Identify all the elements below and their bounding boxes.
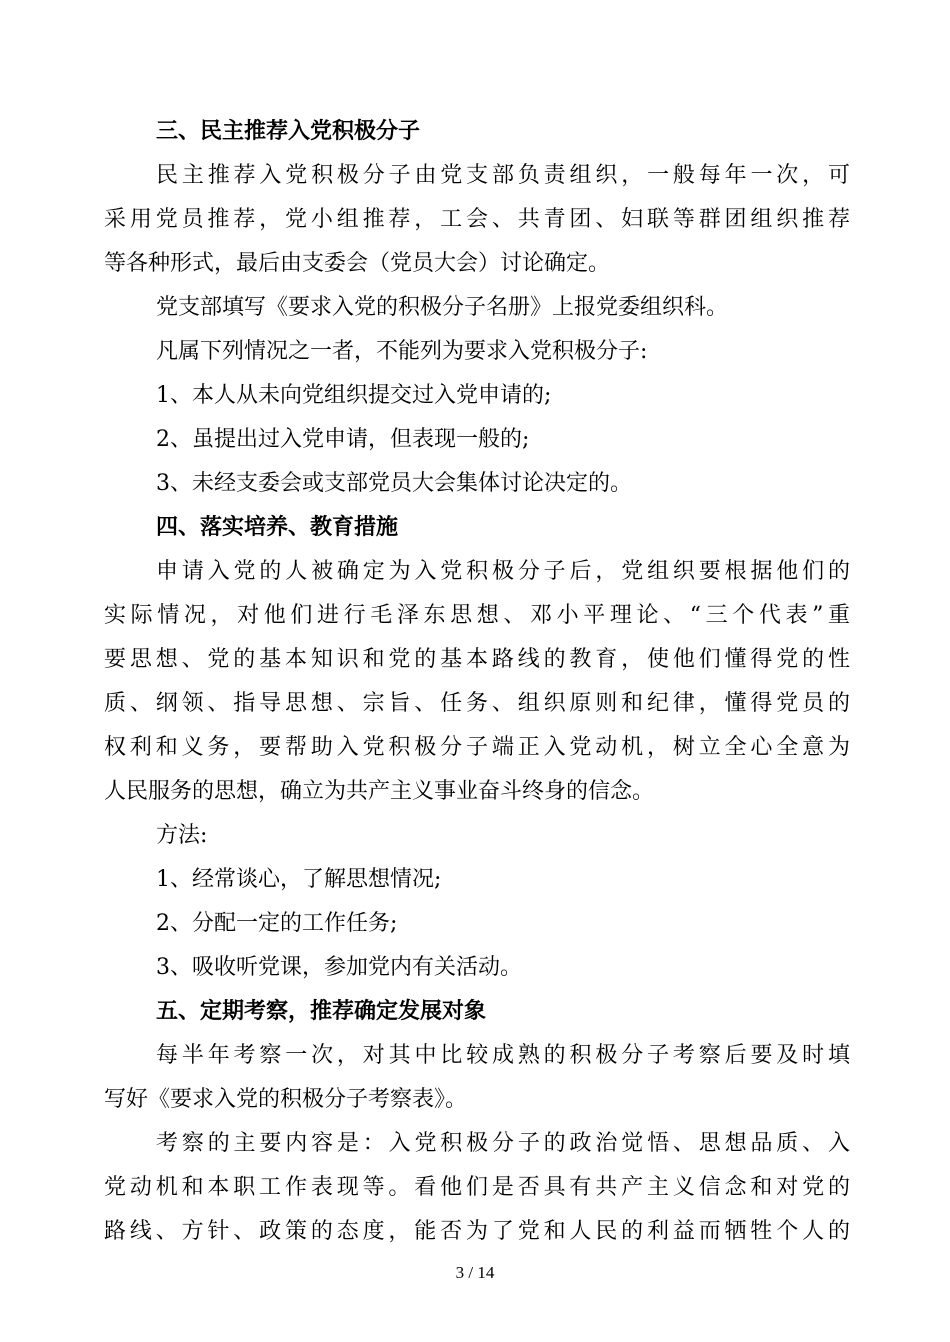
- section-heading: 三、民主推荐入党积极分子: [156, 119, 421, 144]
- paragraph-line: 1、经常谈心，了解思想情况;: [156, 867, 442, 892]
- paragraph-line: 3、未经支委会或支部党员大会集体讨论决定的。: [156, 471, 632, 496]
- paragraph-line: 考察的主要内容是：入党积极分子的政治觉悟、思想品质、入: [156, 1131, 850, 1156]
- paragraph-line: 凡属下列情况之一者，不能列为要求入党积极分子:: [156, 339, 648, 364]
- document-body: [104, 110, 850, 1254]
- paragraph-line: 每半年考察一次，对其中比较成熟的积极分子考察后要及时填: [156, 1043, 850, 1068]
- paragraph-line: 2、虽提出过入党申请，但表现一般的;: [156, 427, 530, 452]
- paragraph-line: 方法:: [156, 823, 208, 848]
- paragraph-line: 写好《要求入党的积极分子考察表》。: [104, 1087, 468, 1112]
- paragraph-line: 等各种形式，最后由支委会（党员大会）讨论确定。: [104, 251, 611, 276]
- section-heading: 五、定期考察，推荐确定发展对象: [156, 999, 487, 1024]
- paragraph-line: 采用党员推荐，党小组推荐，工会、共青团、妇联等群团组织推荐: [104, 207, 850, 232]
- paragraph-line: 党支部填写《要求入党的积极分子名册》上报党委组织科。: [156, 295, 729, 320]
- paragraph-line: 要思想、党的基本知识和党的基本路线的教育，使他们懂得党的性: [104, 647, 850, 672]
- section-heading: 四、落实培养、教育措施: [156, 515, 399, 540]
- paragraph-line: 民主推荐入党积极分子由党支部负责组织，一般每年一次，可: [156, 163, 850, 188]
- paragraph-line: 党动机和本职工作表现等。看他们是否具有共产主义信念和对党的: [104, 1175, 850, 1200]
- page-number: 3 / 14: [455, 1263, 495, 1282]
- paragraph-line: 路线、方针、政策的态度，能否为了党和人民的利益而牺牲个人的: [104, 1219, 850, 1244]
- paragraph-line: 3、吸收听党课，参加党内有关活动。: [156, 955, 522, 980]
- paragraph-line: 申请入党的人被确定为入党积极分子后，党组织要根据他们的: [156, 559, 850, 584]
- paragraph-line: 1、本人从未向党组织提交过入党申请的;: [156, 383, 552, 408]
- paragraph-line: 人民服务的思想，确立为共产主义事业奋斗终身的信念。: [104, 779, 655, 804]
- paragraph-line: 质、纲领、指导思想、宗旨、任务、组织原则和纪律，懂得党员的: [104, 691, 850, 716]
- paragraph-line: 2、分配一定的工作任务;: [156, 911, 398, 936]
- paragraph-line: 权利和义务，要帮助入党积极分子端正入党动机，树立全心全意为: [104, 735, 850, 760]
- paragraph-line: 实际情况，对他们进行毛泽东思想、邓小平理论、“三个代表”重: [104, 603, 850, 628]
